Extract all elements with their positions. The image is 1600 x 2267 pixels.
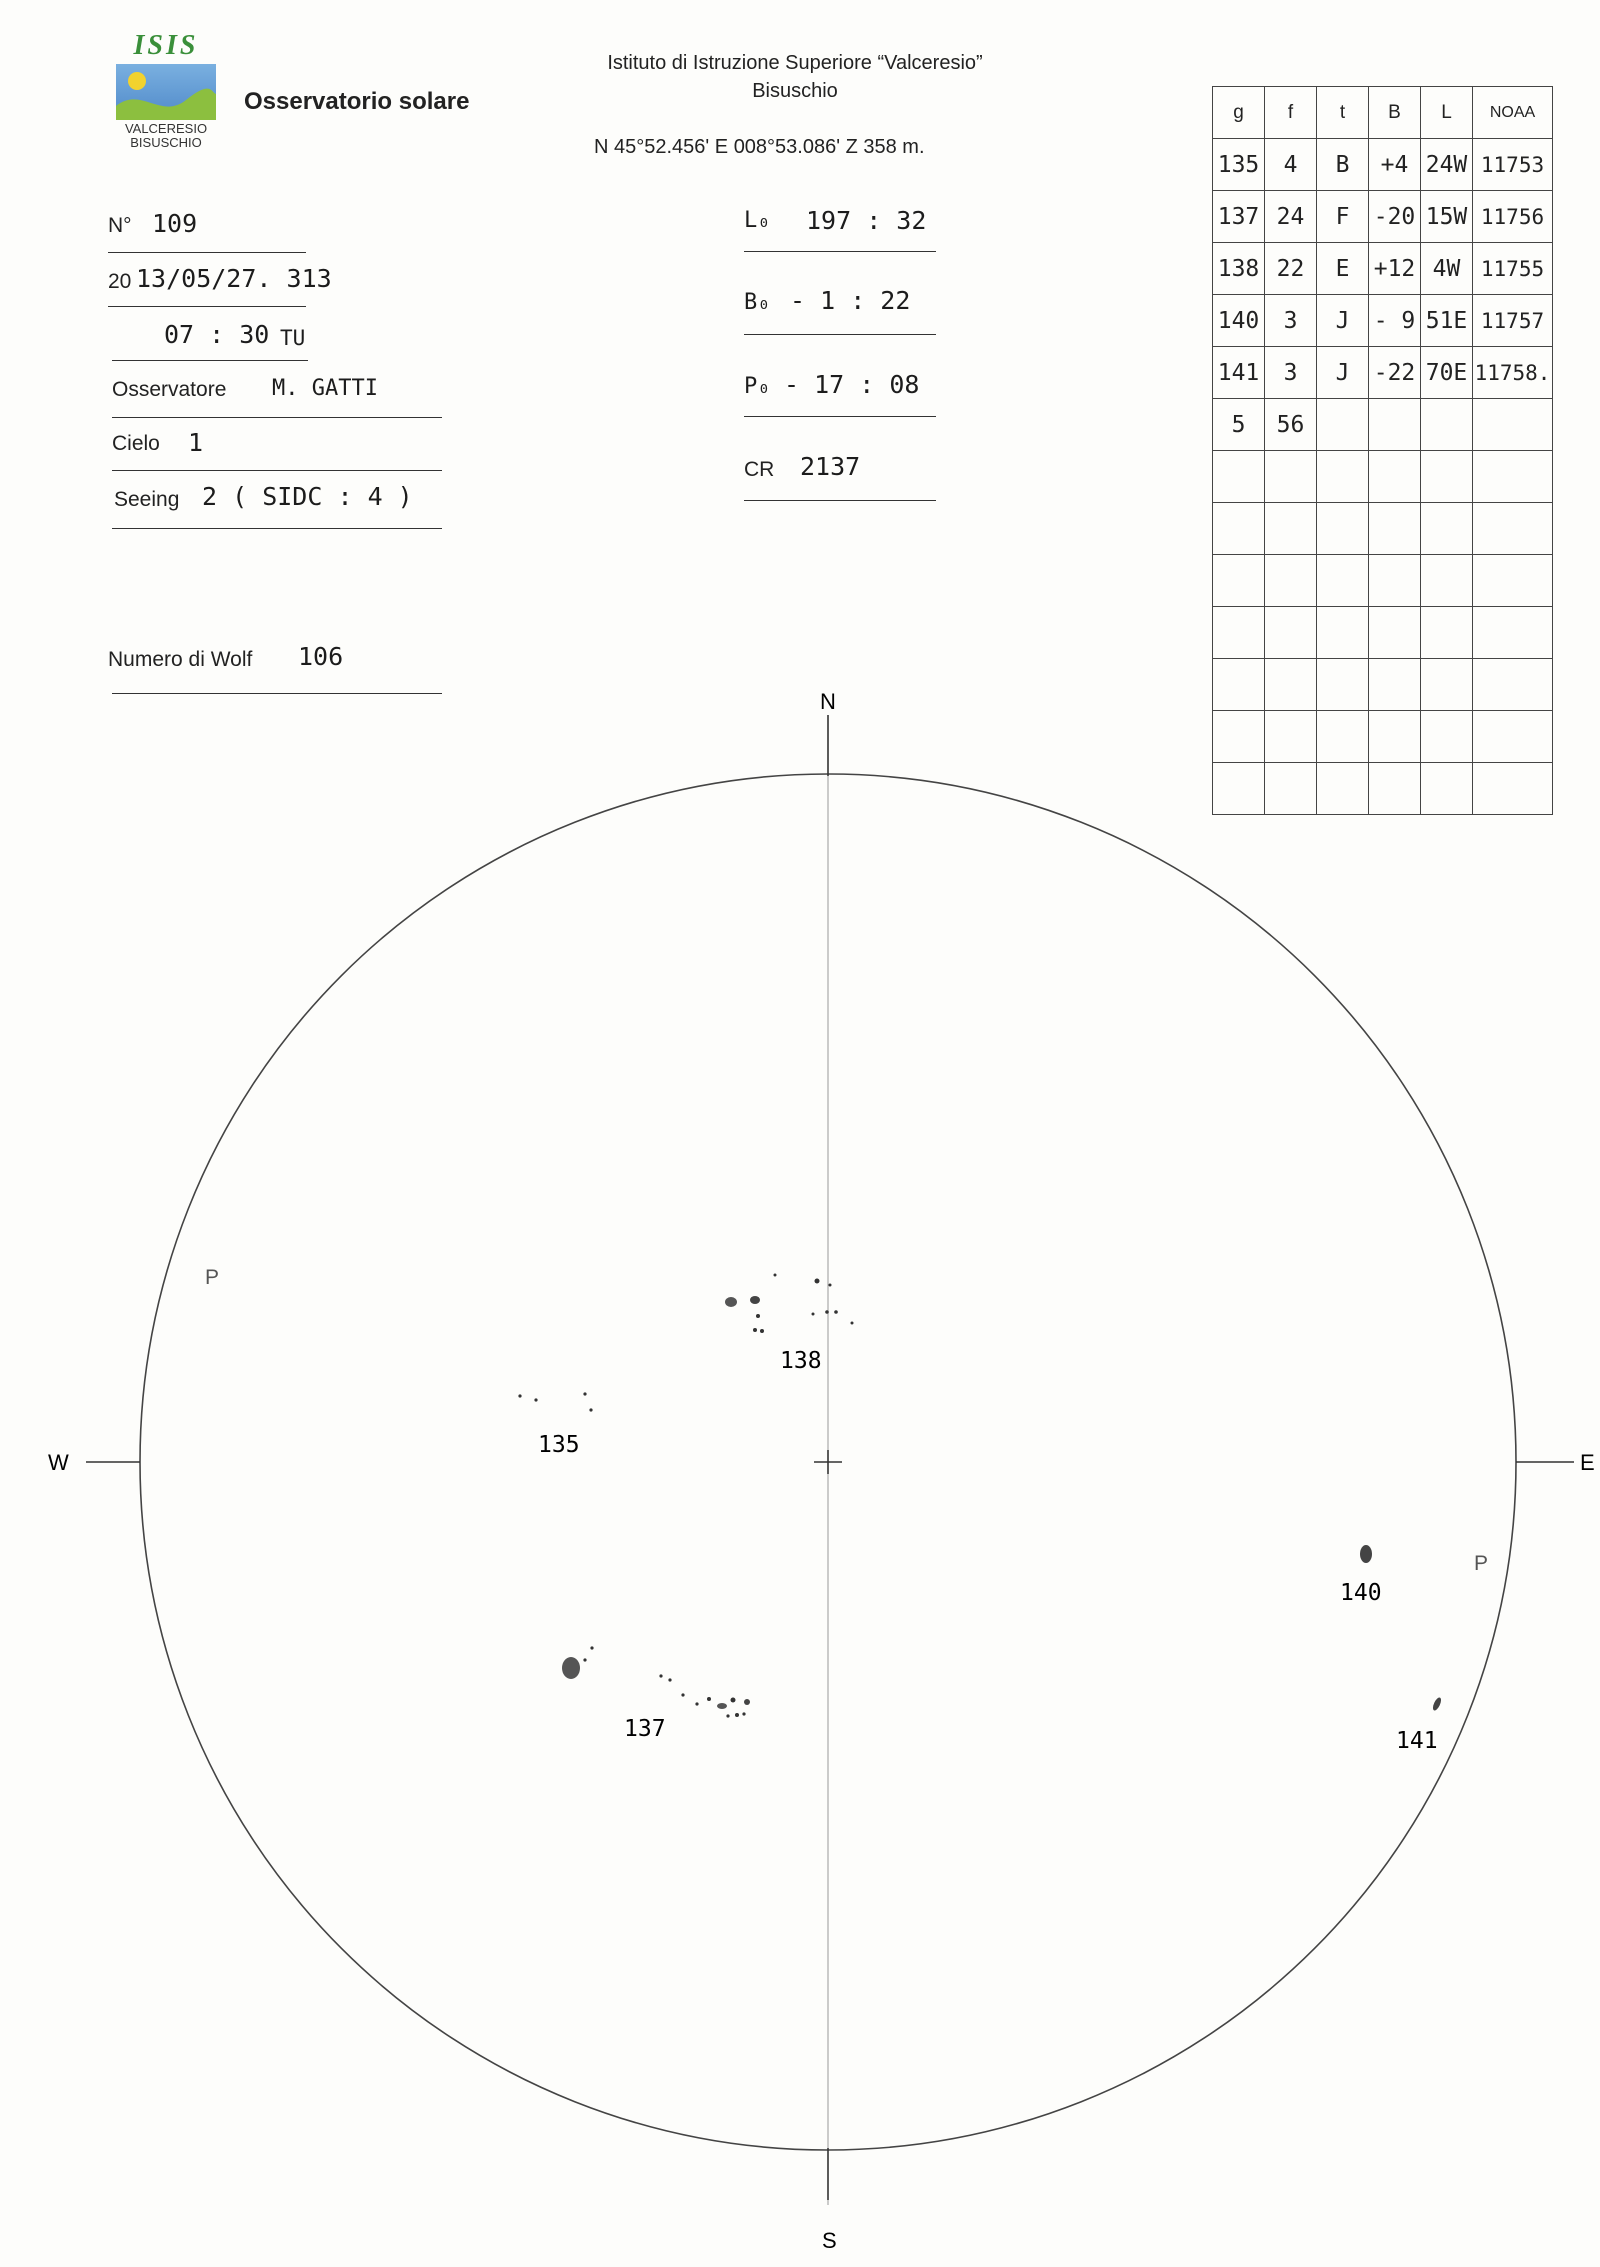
sky-value: 1 — [188, 428, 204, 457]
east-label: E — [1580, 1450, 1595, 1475]
sunspot — [534, 1398, 537, 1401]
p-marker-east: P — [1474, 1552, 1489, 1575]
south-label: S — [822, 2228, 837, 2253]
observer-name: M. GATTI — [272, 376, 378, 401]
sunspot — [851, 1322, 854, 1325]
institute-city: Bisuschio — [752, 80, 838, 102]
table-cell: 138 — [1213, 243, 1265, 295]
observatory-coordinates: N 45°52.456' E 008°53.086' Z 358 m. — [594, 136, 925, 158]
table-cell: 70E — [1421, 347, 1473, 399]
table-cell: 11753 — [1473, 139, 1553, 191]
table-cell: 11758. — [1473, 347, 1553, 399]
sunspot — [668, 1678, 671, 1681]
table-cell: 22 — [1265, 243, 1317, 295]
table-cell: 11757 — [1473, 295, 1553, 347]
logo-subtitle-1: VALCERESIO — [124, 121, 208, 136]
logo-text: ISIS — [133, 30, 199, 61]
sunspot — [707, 1697, 711, 1701]
b0-label: B₀ — [744, 290, 771, 315]
sunspot — [583, 1658, 586, 1661]
l0-value: 197 : 32 — [806, 206, 927, 235]
table-cell: 24 — [1265, 191, 1317, 243]
table-cell: 11756 — [1473, 191, 1553, 243]
p0-value: - 17 : 08 — [784, 370, 920, 399]
table-cell: J — [1317, 347, 1369, 399]
sunspot — [834, 1310, 838, 1314]
sunspot — [726, 1714, 729, 1717]
sunspot-group-140 — [1340, 1545, 1382, 1606]
group-label: 137 — [624, 1716, 666, 1742]
table-cell: -22 — [1369, 347, 1421, 399]
sunspot — [753, 1328, 757, 1332]
table-cell: 137 — [1213, 191, 1265, 243]
sunspot — [583, 1392, 586, 1395]
wolf-label: Numero di Wolf — [108, 648, 253, 671]
table-cell: 5 — [1213, 399, 1265, 451]
column-header: B — [1369, 87, 1421, 139]
table-cell: F — [1317, 191, 1369, 243]
table-cell: 51E — [1421, 295, 1473, 347]
sunspot — [562, 1657, 580, 1679]
column-header: t — [1317, 87, 1369, 139]
sunspot-group-137 — [562, 1646, 750, 1742]
group-label: 141 — [1396, 1728, 1438, 1754]
time-unit: TU — [280, 326, 306, 350]
sunspot — [725, 1297, 737, 1307]
observer-label: Osservatore — [112, 378, 227, 401]
p0-label: P₀ — [744, 374, 771, 399]
seeing-value: 2 ( SIDC : 4 ) — [202, 482, 413, 511]
table-cell: 11755 — [1473, 243, 1553, 295]
logo-subtitle-2: BISUSCHIO — [130, 135, 202, 150]
column-header: f — [1265, 87, 1317, 139]
sunspot — [589, 1408, 592, 1411]
group-label: 140 — [1340, 1580, 1382, 1606]
sunspot — [731, 1698, 736, 1703]
table-cell: 141 — [1213, 347, 1265, 399]
observation-number: 109 — [152, 209, 198, 238]
cr-value: 2137 — [800, 452, 861, 481]
column-header: L — [1421, 87, 1473, 139]
sunspot — [744, 1699, 750, 1705]
sunspot — [760, 1329, 764, 1333]
l0-label: L₀ — [744, 208, 771, 233]
observatory-title: Osservatorio solare — [244, 88, 470, 115]
sky-label: Cielo — [112, 432, 160, 455]
table-cell: +12 — [1369, 243, 1421, 295]
west-label: W — [48, 1450, 69, 1475]
table-cell: E — [1317, 243, 1369, 295]
sunspot — [1360, 1545, 1372, 1563]
table-cell: 135 — [1213, 139, 1265, 191]
sunspot — [590, 1646, 593, 1649]
b0-value: - 1 : 22 — [790, 286, 911, 315]
institute-name: Istituto di Istruzione Superiore “Valceresio” — [607, 52, 983, 74]
group-label: 138 — [780, 1348, 822, 1374]
sunspot — [815, 1279, 820, 1284]
sunspot — [735, 1713, 739, 1717]
table-cell: 3 — [1265, 347, 1317, 399]
table-cell: 15W — [1421, 191, 1473, 243]
table-cell: -20 — [1369, 191, 1421, 243]
number-label: N° — [108, 214, 132, 237]
table-cell: 4W — [1421, 243, 1473, 295]
table-cell: 24W — [1421, 139, 1473, 191]
sunspot-group-135 — [518, 1392, 592, 1458]
cr-label: CR — [744, 458, 775, 481]
sunspot — [825, 1310, 829, 1314]
column-header: NOAA — [1473, 87, 1553, 139]
p-marker-west: P — [205, 1266, 220, 1289]
table-cell: +4 — [1369, 139, 1421, 191]
table-cell: 4 — [1265, 139, 1317, 191]
sunspot — [518, 1394, 521, 1397]
sunspot — [829, 1284, 832, 1287]
sunspot — [717, 1703, 727, 1709]
sunspot — [750, 1296, 760, 1304]
sunspot — [659, 1674, 662, 1677]
sunspot — [756, 1314, 760, 1318]
table-cell: 56 — [1265, 399, 1317, 451]
sunspot — [1431, 1696, 1442, 1711]
wolf-number: 106 — [298, 642, 344, 671]
table-cell: - 9 — [1369, 295, 1421, 347]
sunspot — [742, 1712, 745, 1715]
table-cell: B — [1317, 139, 1369, 191]
sunspot — [774, 1274, 777, 1277]
sunspot — [812, 1313, 815, 1316]
sunspot — [695, 1702, 698, 1705]
observation-date: 13/05/27. 313 — [136, 264, 332, 293]
date-prefix: 20 — [108, 270, 132, 293]
seeing-label: Seeing — [114, 488, 180, 511]
table-cell: 140 — [1213, 295, 1265, 347]
sunspot-group-141 — [1396, 1696, 1443, 1754]
observation-time: 07 : 30 — [164, 320, 270, 349]
sunspot-group-138 — [725, 1274, 854, 1375]
table-cell: J — [1317, 295, 1369, 347]
sunspot — [681, 1693, 684, 1696]
north-label: N — [820, 689, 836, 714]
table-cell: 3 — [1265, 295, 1317, 347]
group-label: 135 — [538, 1432, 580, 1458]
column-header: g — [1213, 87, 1265, 139]
